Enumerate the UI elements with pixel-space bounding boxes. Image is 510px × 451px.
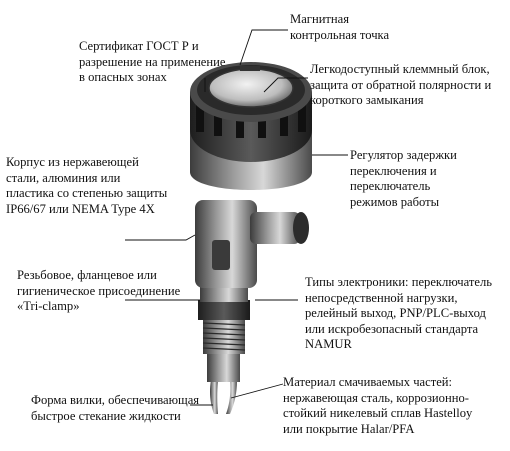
label-line: Сертификат ГОСТ Р и (79, 39, 199, 53)
label-process-connection (17, 268, 180, 315)
label-line: непосредственной нагрузки, (305, 290, 458, 305)
label-line: быстрое стекание жидкости (31, 408, 181, 423)
label-line: Регулятор задержки (350, 148, 457, 162)
label-gost-certificate (79, 39, 225, 86)
label-line: переключатель (350, 179, 431, 193)
label-line: пластика со степенью защиты (6, 186, 168, 200)
label-line: Типы электроники: переключатель (305, 275, 492, 289)
label-line: короткого замыкания (310, 93, 424, 107)
label-line: Легкодоступный клеммный блок, (310, 62, 490, 76)
label-magnetic-test-point (290, 12, 389, 43)
label-line: нержавеющая сталь, коррозионно- (283, 390, 469, 405)
label-line: разрешение на применение (79, 54, 226, 69)
label-line: в опасных зонах (79, 70, 167, 84)
fork-tines (210, 380, 237, 414)
label-line: стали, алюминия или (6, 170, 121, 185)
label-line: Форма вилки, обеспечивающая (31, 393, 200, 407)
label-fork-shape (31, 393, 199, 424)
process-connection (198, 284, 250, 382)
label-line: режимов работы (350, 194, 440, 209)
label-line: NAMUR (305, 337, 352, 351)
label-line: гигиеническое присоединение (17, 283, 181, 298)
label-line: контрольная точка (290, 27, 390, 42)
label-line: стойкий никелевый сплав Hastelloy (283, 406, 473, 420)
label-line: Корпус из нержавеющей (6, 155, 139, 169)
label-line: переключения и (350, 163, 437, 178)
label-line: или искробезопасный стандарта (305, 321, 479, 336)
label-line: Материал смачиваемых частей: (283, 375, 453, 389)
label-terminal-block (310, 62, 491, 109)
label-line: или покрытие Halar/PFA (283, 421, 415, 436)
label-wetted-materials (283, 375, 472, 437)
label-electronics-types (305, 275, 492, 353)
label-delay-regulator (350, 148, 457, 210)
housing-body (195, 200, 309, 288)
label-line: релейный выход, PNP/PLC-выход (305, 306, 486, 320)
label-housing-material (6, 155, 167, 217)
label-line: Магнитная (290, 12, 350, 26)
label-line: защита от обратной полярности и (310, 77, 492, 92)
label-line: «Tri-clamp» (17, 299, 80, 313)
label-line: Резьбовое, фланцевое или (17, 268, 157, 282)
label-line: IP66/67 или NEMA Type 4X (6, 201, 155, 216)
